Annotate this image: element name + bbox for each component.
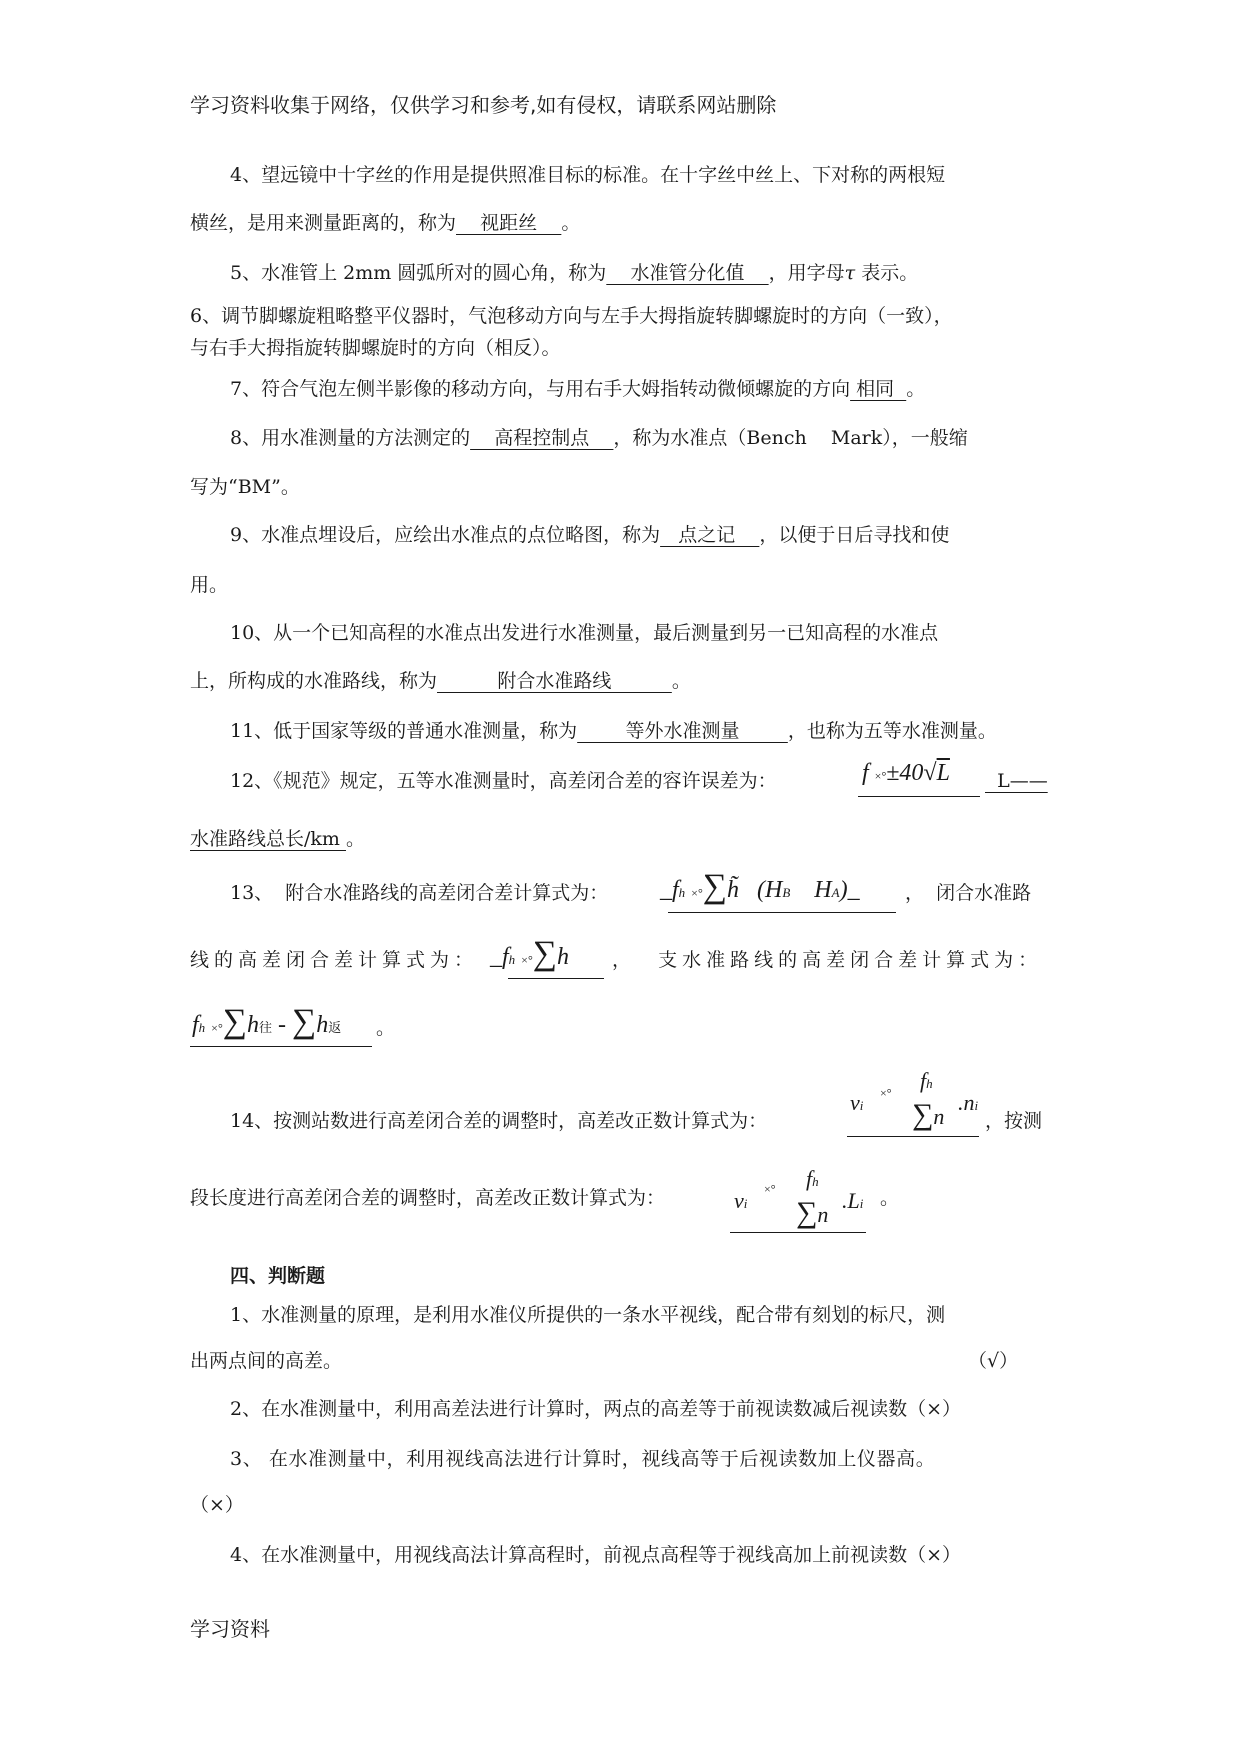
q9-text: 9、水准点埋设后，应绘出水准点的点位略图，称为 [230,524,661,546]
q12-answer: 水准路线总长/km [190,828,346,850]
q8-answer: 高程控制点 [470,427,614,449]
q13-formula2: _fh ×°∑h [490,935,569,972]
judge-q1-line2: 出两点间的高差。 [190,1350,343,1372]
q13-formula3-underline [190,1046,372,1047]
q5-text: 5、水准管上 2mm 圆弧所对的圆心角，称为 [230,262,607,284]
q9-answer: 点之记 [660,524,760,546]
q11-answer: 等外水准测量 [577,720,788,742]
q10-answer: 附合水准路线 [437,670,672,692]
q9-line2: 用。 [190,574,229,596]
q12-post: 。 [345,828,365,850]
q13-line2-post: ， 支水准路线的高差闭合差计算式为： [612,949,1043,971]
judge-q1-mark: （√） [968,1350,1019,1372]
label-go: 往 [259,1021,273,1036]
q13-formula1-underline [668,912,896,913]
q12-line1: 12、《规范》规定，五等水准测量时，高差闭合差的容许误差为： [230,770,777,792]
q10-line2 [190,668,691,694]
q13-line1 [230,880,608,906]
q8-line1 [230,425,968,451]
q7-post: 。 [906,378,926,400]
q12-formula-underline [858,796,980,797]
judge-q4: 4、在水准测量中，用视线高法计算高程时，前视点高程等于视线高加上前视读数（×） [230,1544,962,1566]
page-header: 学习资料收集于网络，仅供学习和参考,如有侵权，请联系网站删除 [190,93,777,117]
q11-line [230,718,997,744]
q6-line2: 与右手大拇指旋转脚螺旋时的方向（相反）。 [190,337,561,359]
q5-line [230,260,918,286]
q10-line1: 10、从一个已知高程的水准点出发进行水准测量，最后测量到另一已知高程的水准点 [230,622,939,644]
q13-formula1: _fh ×°∑h̃ (HB HA)_ [660,868,860,905]
judge-q2: 2、在水准测量中，利用高差法进行计算时，两点的高差等于前视读数减后视读数（×） [230,1398,962,1420]
page-footer: 学习资料 [190,1617,270,1641]
q7-answer: 相同 [850,378,907,400]
q7-line [230,376,925,402]
q12-note: L—— [985,770,1048,792]
q13-formula3: fh ×°∑h往 - ∑h返 [192,1003,342,1040]
tau-symbol: τ [844,262,856,284]
q13-formula2-underline [508,978,604,979]
q12-formula: f ×°±40√L [862,760,950,786]
q8-line2: 写为“BM”。 [190,476,300,498]
q13-mid: ， 闭合水准路 [905,882,1032,904]
q14-mid: ，按测 [985,1110,1043,1132]
q14-formula2-underline [730,1232,866,1233]
q4-text-2: 横丝，是用来测量距离的，称为 [190,212,457,234]
q14-line1: 14、按测站数进行高差闭合差的调整时，高差改正数计算式为： [230,1110,768,1132]
q4-answer: 视距丝 [456,212,562,234]
q14-formula1: vi ×° fh ∑n .ni [850,1068,979,1131]
q5-answer: 水准管分化值 [606,262,769,284]
q12-line2 [190,826,365,852]
q5-post: ，用字母 [768,262,845,284]
q5-tail: 表示。 [855,262,919,284]
label-back: 返 [328,1021,342,1036]
q4-text: 4、望远镜中十字丝的作用是提供照准目标的标准。在十字丝中丝上、下对称的两根短 [230,164,946,186]
q7-text: 7、符合气泡左侧半影像的移动方向，与用右手大姆指转动微倾螺旋的方向 [230,378,851,400]
q14-post: 。 [880,1187,900,1209]
q13-text: 13、 附合水准路线的高差闭合差计算式为： [230,882,609,904]
q4-post: 。 [561,212,581,234]
q9-post: ，以便于日后寻找和使 [759,524,950,546]
judge-q3-mark: （×） [190,1494,244,1516]
q8-post: ，称为水准点（Bench Mark），一般缩 [613,427,968,449]
q8-text: 8、用水准测量的方法测定的 [230,427,471,449]
q14-line2: 段长度进行高差闭合差的调整时，高差改正数计算式为： [190,1187,666,1209]
q14-formula1-underline [847,1136,979,1137]
judge-q3: 3、 在水准测量中，利用视线高法进行计算时，视线高等于后视读数加上仪器高。 [230,1448,936,1470]
q6-line1: 6、调节脚螺旋粗略整平仪器时，气泡移动方向与左手大拇指旋转脚螺旋时的方向（一致）， [190,305,953,327]
q9-line1 [230,522,949,548]
q10-post: 。 [671,670,691,692]
q10-text-2: 上，所构成的水准路线，称为 [190,670,438,692]
q13-line2: 线的高差闭合差计算式为： [190,949,479,971]
judge-q1-line1: 1、水准测量的原理，是利用水准仪所提供的一条水平视线，配合带有刻划的标尺，测 [230,1304,946,1326]
q4-line1 [230,162,945,188]
section-title-judge: 四、判断题 [230,1265,326,1287]
q11-text: 11、低于国家等级的普通水准测量，称为 [230,720,578,742]
q4-line2 [190,210,580,236]
q14-formula2: vi ×° fh ∑n .Li [734,1166,864,1229]
q13-line3-post: 。 [376,1017,396,1039]
q11-post: ，也称为五等水准测量。 [787,720,997,742]
